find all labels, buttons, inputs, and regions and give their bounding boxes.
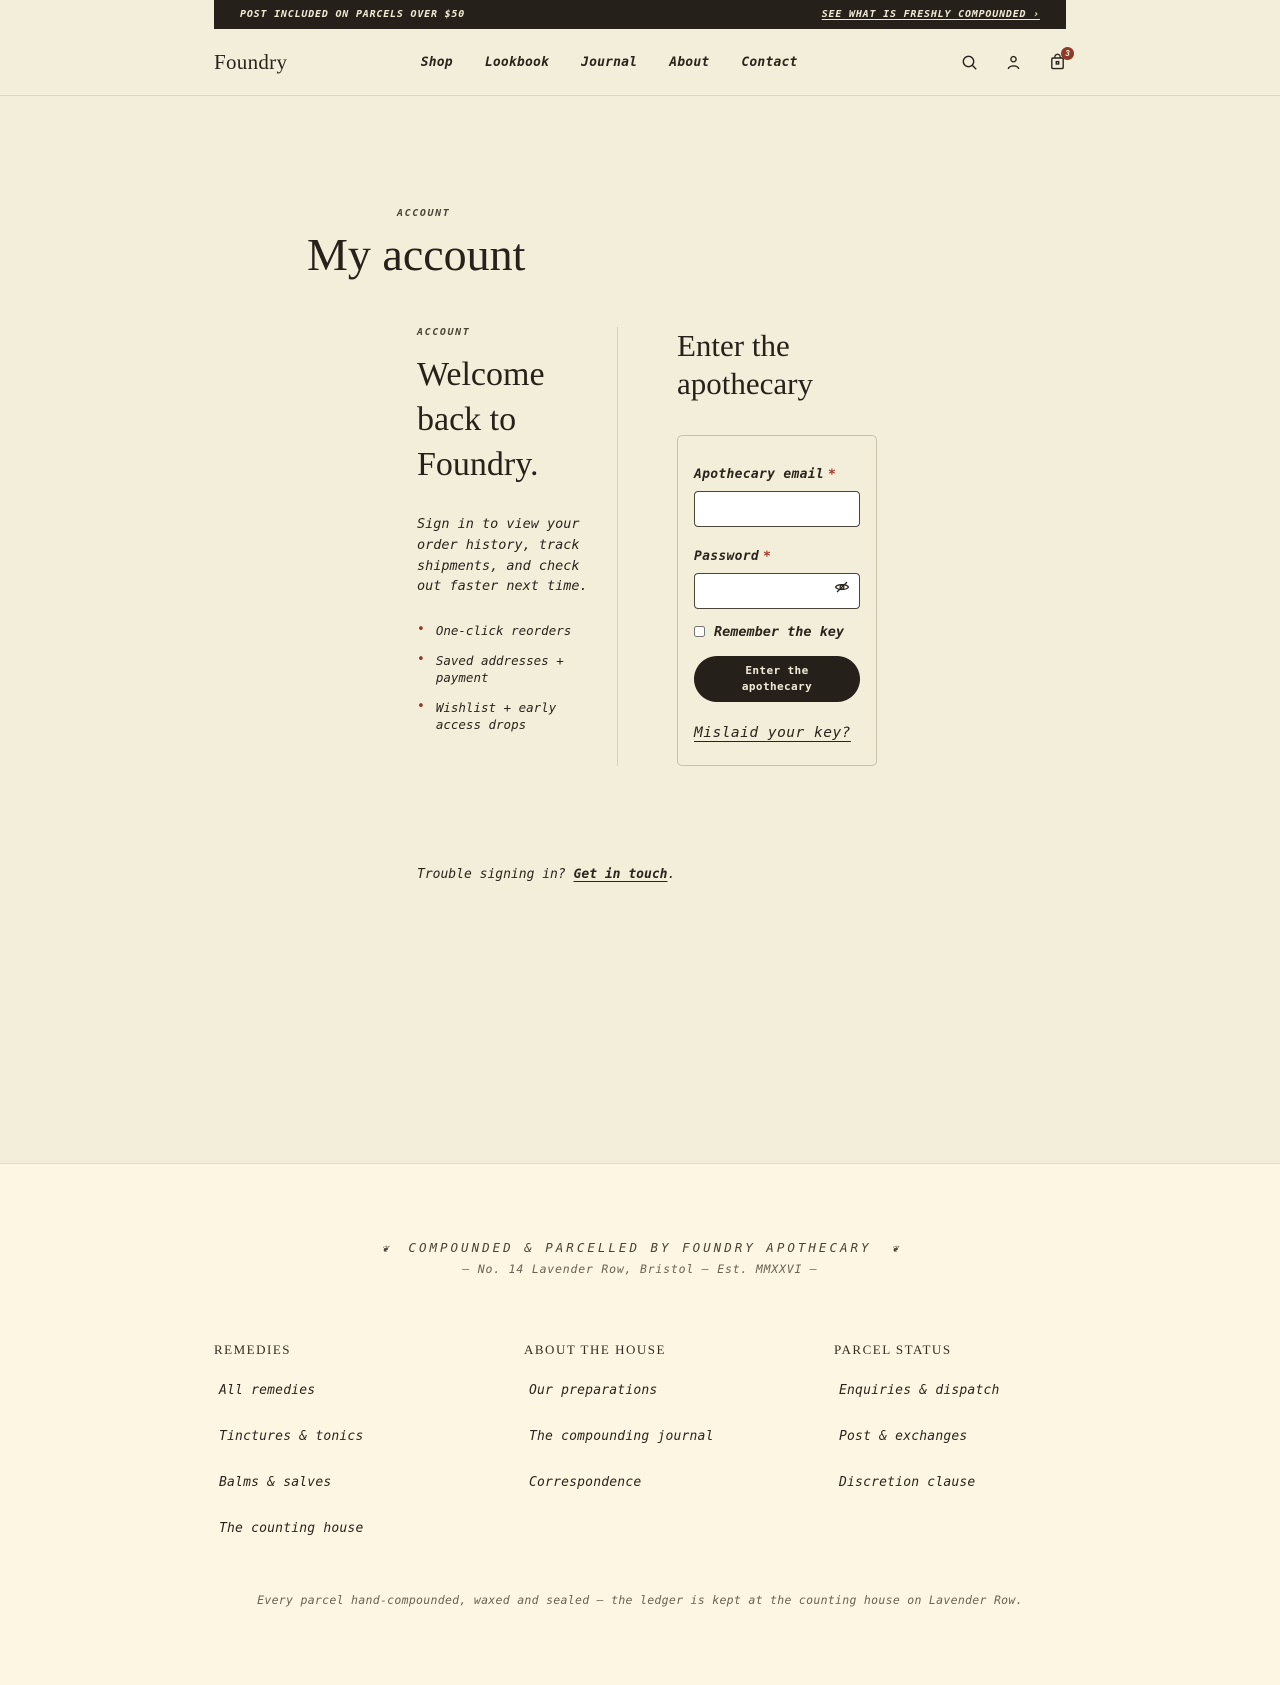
- footer-note: Every parcel hand-compounded, waxed and sealed — the ledger is kept at the counting house on Lavender Row.: [257, 1593, 1023, 1607]
- nav-item-journal[interactable]: Journal: [581, 54, 638, 70]
- footer-link-enquiries[interactable]: Enquiries & dispatch: [839, 1383, 1000, 1398]
- nav-item-contact[interactable]: Contact: [741, 54, 798, 70]
- email-input[interactable]: [694, 491, 860, 527]
- bullet-icon: •: [417, 622, 425, 638]
- footer-link-balms[interactable]: Balms & salves: [219, 1475, 332, 1490]
- nav-item-shop[interactable]: Shop: [420, 54, 453, 70]
- footer-tagline: ❦ COMPOUNDED & PARCELLED BY FOUNDRY APOTHECARY ❦: [381, 1240, 899, 1255]
- list-item: [417, 652, 589, 687]
- site-footer: [0, 1163, 1280, 1685]
- footer-link-exchanges[interactable]: Post & exchanges: [839, 1429, 968, 1444]
- announcement-bar: [214, 0, 1066, 29]
- password-label: Password *: [694, 548, 772, 564]
- fleuron-icon: ❦: [891, 1242, 899, 1255]
- list-item: [417, 699, 589, 734]
- main-content: [0, 208, 1280, 1163]
- column-divider: [617, 327, 618, 766]
- footer-link-tinctures[interactable]: Tinctures & tonics: [219, 1429, 364, 1444]
- footer-column-title: PARCEL STATUS: [834, 1342, 952, 1357]
- page-title: My account: [307, 229, 526, 280]
- search-button[interactable]: [961, 54, 978, 71]
- toggle-password-visibility-button[interactable]: [832, 578, 852, 596]
- signin-form: [677, 435, 877, 766]
- bullet-icon: •: [417, 651, 425, 667]
- welcome-panel: [417, 327, 589, 766]
- get-in-touch-link[interactable]: Get in touch: [573, 866, 668, 882]
- signin-heading: Enter the apothecary: [677, 328, 813, 401]
- footer-link-discretion[interactable]: Discretion clause: [839, 1475, 976, 1490]
- nav-item-about[interactable]: About: [669, 54, 710, 70]
- benefit-label: Saved addresses + payment: [435, 652, 564, 686]
- fleuron-icon: ❦: [381, 1242, 389, 1255]
- remember-label[interactable]: Remember the key: [714, 623, 845, 640]
- footer-column-title: REMEDIES: [214, 1342, 291, 1357]
- email-label: Apothecary email *: [694, 466, 837, 482]
- required-marker: *: [828, 466, 837, 482]
- nav-item-lookbook[interactable]: Lookbook: [484, 54, 550, 70]
- list-item: [417, 622, 589, 640]
- footer-link-journal[interactable]: The compounding journal: [529, 1429, 714, 1444]
- footer-column-title: ABOUT THE HOUSE: [524, 1342, 666, 1357]
- announcement-message: POST INCLUDED ON PARCELS OVER $50: [240, 9, 466, 20]
- benefit-label: Wishlist + early access drops: [435, 699, 557, 733]
- logo[interactable]: Foundry: [214, 49, 288, 74]
- footer-link-counting-house[interactable]: The counting house: [219, 1521, 364, 1536]
- footer-address: — No. 14 Lavender Row, Bristol — Est. MMXXVI —: [462, 1262, 818, 1276]
- required-marker: *: [763, 548, 772, 564]
- footer-column-remedies: [214, 1342, 524, 1563]
- cart-count-badge: 3: [1061, 47, 1074, 60]
- main-nav: [257, 55, 961, 70]
- help-line: Trouble signing in? Get in touch.: [417, 866, 676, 882]
- signin-submit-button[interactable]: Enter the apothecary: [694, 656, 860, 702]
- announcement-link[interactable]: SEE WHAT IS FRESHLY COMPOUNDED ›: [821, 9, 1040, 20]
- page-eyebrow: ACCOUNT: [397, 208, 451, 219]
- cart-button[interactable]: [1049, 49, 1070, 71]
- footer-column-parcel: [834, 1342, 1066, 1563]
- site-header: [0, 29, 1280, 96]
- forgot-password-link[interactable]: Mislaid your key?: [694, 724, 851, 741]
- footer-link-correspondence[interactable]: Correspondence: [529, 1475, 642, 1490]
- footer-link-preparations[interactable]: Our preparations: [529, 1383, 658, 1398]
- welcome-heading: Welcome back to Foundry.: [417, 356, 545, 484]
- footer-link-all-remedies[interactable]: All remedies: [219, 1383, 316, 1398]
- search-icon: [961, 54, 978, 71]
- account-icon: [1005, 54, 1022, 71]
- eye-off-icon: [834, 580, 850, 594]
- welcome-body: Sign in to view your order history, track shipments, and check out faster next time.: [417, 515, 588, 595]
- signin-panel: [677, 327, 877, 766]
- welcome-eyebrow: ACCOUNT: [417, 327, 471, 338]
- benefits-list: [417, 622, 589, 734]
- bullet-icon: •: [417, 698, 425, 714]
- footer-columns: [214, 1342, 1066, 1563]
- benefit-label: One-click reorders: [435, 623, 572, 639]
- footer-column-about: [524, 1342, 834, 1563]
- remember-checkbox[interactable]: [694, 626, 705, 637]
- account-button[interactable]: [1005, 54, 1022, 71]
